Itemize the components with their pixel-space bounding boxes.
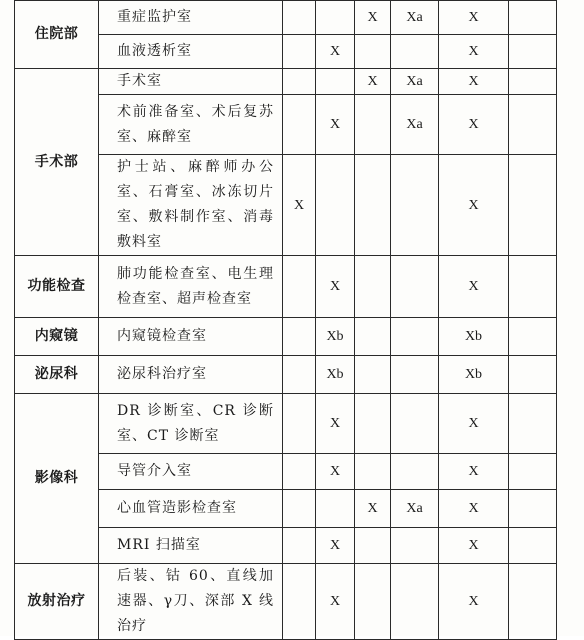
mark-cell-c2: [355, 35, 391, 69]
mark-cell-c1: X: [316, 256, 355, 318]
mark-cell-c3: Xa: [391, 95, 439, 155]
trailing-cell: [509, 318, 557, 356]
mark-cell-c4: X: [439, 69, 509, 95]
mark-cell-c2: [355, 318, 391, 356]
room-name-cell: 导管介入室: [99, 454, 283, 490]
table-row: [15, 318, 557, 356]
mark-cell-c1: [316, 155, 355, 256]
room-name-cell: 内窥镜检查室: [99, 318, 283, 356]
trailing-cell: [509, 95, 557, 155]
mark-cell-c2: X: [355, 490, 391, 528]
room-name-cell: 心血管造影检查室: [99, 490, 283, 528]
mark-cell-c4: X: [439, 564, 509, 640]
mark-cell-c4: X: [439, 454, 509, 490]
mark-cell-c4: X: [439, 394, 509, 454]
mark-cell-c1: X: [316, 564, 355, 640]
mark-cell-c2: [355, 356, 391, 394]
trailing-cell: [509, 490, 557, 528]
mark-cell-c3: [391, 318, 439, 356]
mark-cell-c1: X: [316, 95, 355, 155]
mark-cell-c0: [283, 528, 316, 564]
room-name-cell: MRI 扫描室: [99, 528, 283, 564]
table-row: [15, 69, 557, 95]
department-cell: 住院部: [15, 1, 99, 69]
mark-cell-c3: [391, 256, 439, 318]
mark-cell-c0: [283, 318, 316, 356]
mark-cell-c4: Xb: [439, 318, 509, 356]
department-cell: 手术部: [15, 69, 99, 256]
mark-cell-c3: [391, 155, 439, 256]
mark-cell-c3: [391, 454, 439, 490]
mark-cell-c4: X: [439, 490, 509, 528]
table-row: [15, 256, 557, 318]
mark-cell-c3: [391, 356, 439, 394]
mark-cell-c1: X: [316, 35, 355, 69]
mark-cell-c3: [391, 564, 439, 640]
trailing-cell: [509, 394, 557, 454]
room-classification-table: [14, 0, 557, 640]
mark-cell-c4: X: [439, 528, 509, 564]
mark-cell-c0: [283, 95, 316, 155]
mark-cell-c2: [355, 454, 391, 490]
trailing-cell: [509, 564, 557, 640]
department-cell: 功能检查: [15, 256, 99, 318]
room-name-cell: DR 诊断室、CR 诊断室、CT 诊断室: [99, 394, 283, 454]
mark-cell-c2: X: [355, 69, 391, 95]
room-name-cell: 肺功能检查室、电生理检查室、超声检查室: [99, 256, 283, 318]
mark-cell-c4: X: [439, 95, 509, 155]
mark-cell-c2: [355, 95, 391, 155]
mark-cell-c1: [316, 1, 355, 35]
department-cell: 内窥镜: [15, 318, 99, 356]
mark-cell-c1: [316, 69, 355, 95]
room-name-cell: 泌尿科治疗室: [99, 356, 283, 394]
mark-cell-c4: X: [439, 256, 509, 318]
mark-cell-c0: [283, 454, 316, 490]
trailing-cell: [509, 454, 557, 490]
mark-cell-c4: X: [439, 155, 509, 256]
room-name-cell: 术前准备室、术后复苏室、麻醉室: [99, 95, 283, 155]
mark-cell-c1: [316, 490, 355, 528]
mark-cell-c0: [283, 564, 316, 640]
trailing-cell: [509, 35, 557, 69]
table-body: [15, 1, 557, 640]
mark-cell-c0: [283, 69, 316, 95]
mark-cell-c4: X: [439, 35, 509, 69]
mark-cell-c1: X: [316, 394, 355, 454]
mark-cell-c1: X: [316, 528, 355, 564]
trailing-cell: [509, 356, 557, 394]
mark-cell-c0: [283, 394, 316, 454]
mark-cell-c0: [283, 35, 316, 69]
table-row: [15, 564, 557, 640]
mark-cell-c2: [355, 528, 391, 564]
mark-cell-c1: X: [316, 454, 355, 490]
trailing-cell: [509, 528, 557, 564]
mark-cell-c1: Xb: [316, 356, 355, 394]
trailing-cell: [509, 1, 557, 35]
mark-cell-c4: X: [439, 1, 509, 35]
department-cell: 放射治疗: [15, 564, 99, 640]
table-row: [15, 356, 557, 394]
mark-cell-c3: Xa: [391, 490, 439, 528]
mark-cell-c0: [283, 256, 316, 318]
mark-cell-c1: Xb: [316, 318, 355, 356]
mark-cell-c0: X: [283, 155, 316, 256]
mark-cell-c4: Xb: [439, 356, 509, 394]
table-row: [15, 394, 557, 454]
trailing-cell: [509, 69, 557, 95]
mark-cell-c2: X: [355, 1, 391, 35]
mark-cell-c3: [391, 35, 439, 69]
room-name-cell: 重症监护室: [99, 1, 283, 35]
mark-cell-c2: [355, 155, 391, 256]
mark-cell-c0: [283, 356, 316, 394]
mark-cell-c2: [355, 394, 391, 454]
mark-cell-c2: [355, 564, 391, 640]
room-name-cell: 护士站、麻醉师办公室、石膏室、冰冻切片室、敷料制作室、消毒敷料室: [99, 155, 283, 256]
mark-cell-c3: [391, 528, 439, 564]
trailing-cell: [509, 256, 557, 318]
mark-cell-c2: [355, 256, 391, 318]
mark-cell-c3: [391, 394, 439, 454]
table-row: [15, 1, 557, 35]
department-cell: 影像科: [15, 394, 99, 564]
mark-cell-c3: Xa: [391, 69, 439, 95]
department-cell: 泌尿科: [15, 356, 99, 394]
room-name-cell: 手术室: [99, 69, 283, 95]
mark-cell-c3: Xa: [391, 1, 439, 35]
room-name-cell: 后装、钴 60、直线加速器、γ刀、深部 X 线治疗: [99, 564, 283, 640]
mark-cell-c0: [283, 490, 316, 528]
room-name-cell: 血液透析室: [99, 35, 283, 69]
trailing-cell: [509, 155, 557, 256]
mark-cell-c0: [283, 1, 316, 35]
